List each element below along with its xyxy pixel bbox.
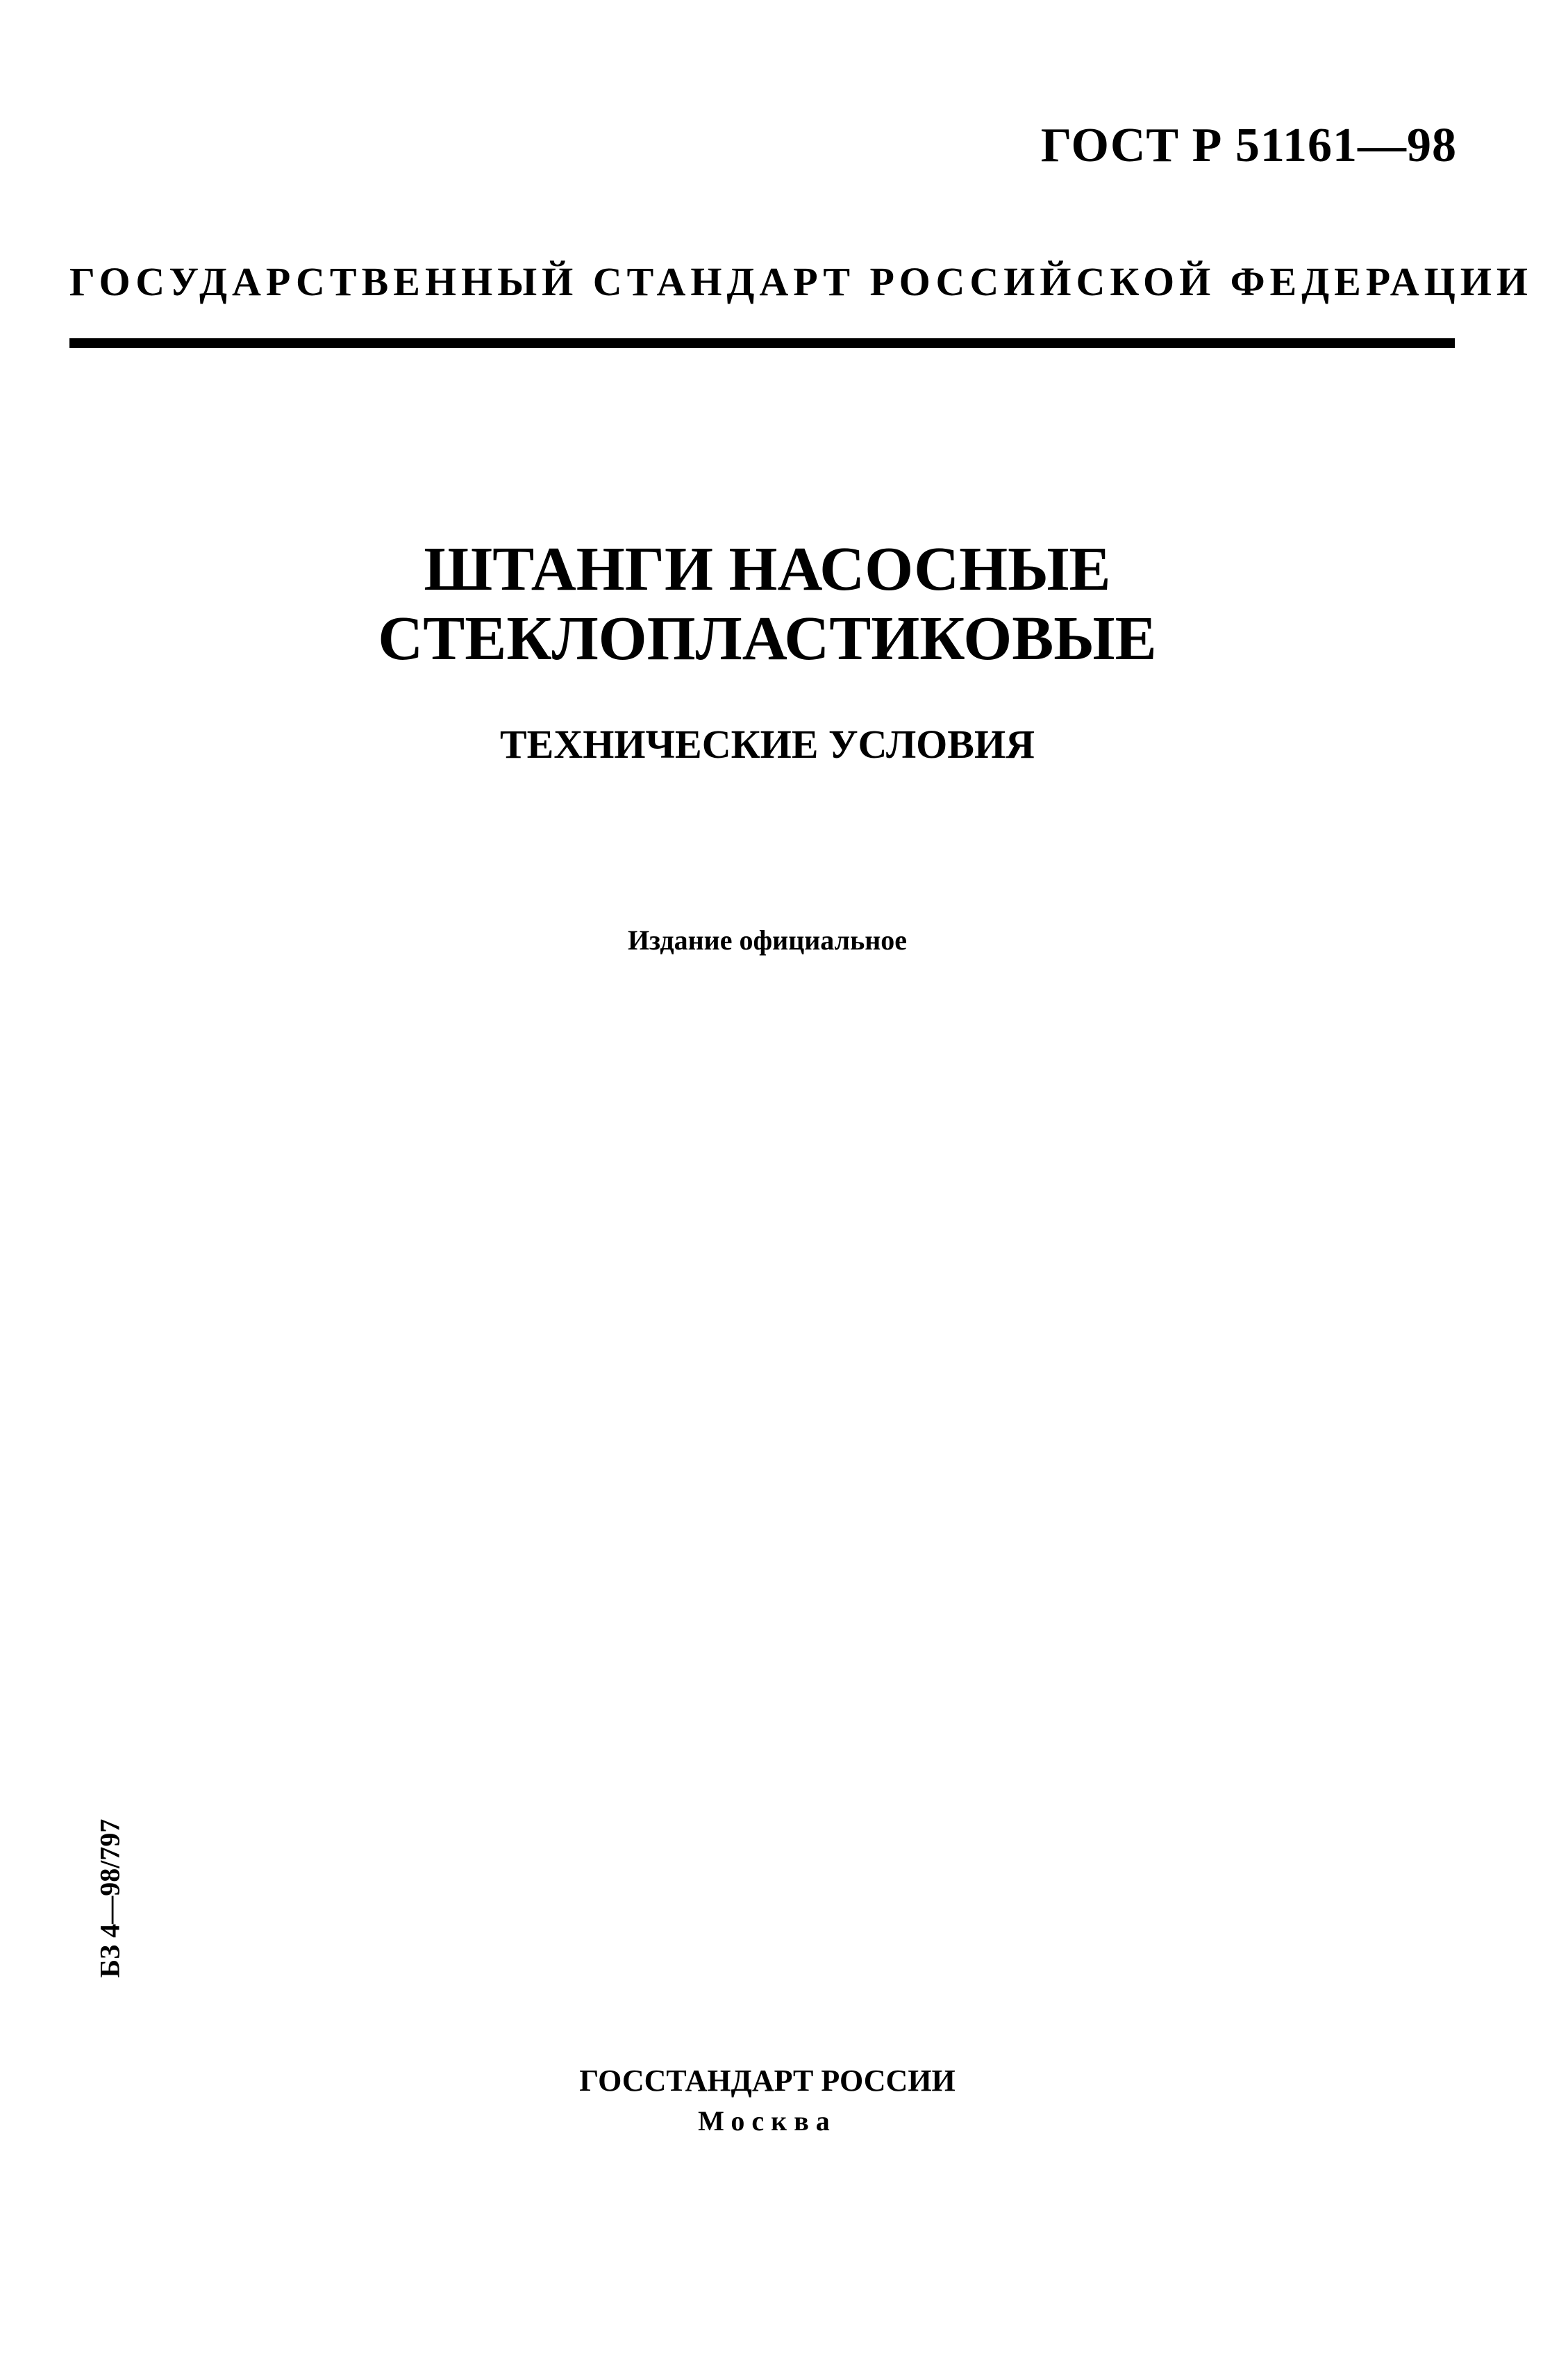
header-rule	[69, 338, 1455, 348]
publisher: ГОССТАНДАРТ РОССИИ	[579, 2064, 956, 2098]
publisher-city: Москва	[698, 2105, 837, 2137]
edition-label: Издание официальное	[627, 924, 908, 956]
document-subtitle: ТЕХНИЧЕСКИЕ УСЛОВИЯ	[499, 722, 1035, 767]
state-standard-header: ГОСУДАРСТВЕННЫЙ СТАНДАРТ РОССИЙСКОЙ ФЕДЕРАЦИИ	[69, 259, 1533, 304]
title-line-2: СТЕКЛОПЛАСТИКОВЫЕ	[378, 604, 1157, 673]
standard-code: ГОСТ Р 51161—98	[1040, 119, 1457, 172]
side-catalog-code: БЗ 4—98/797	[94, 1818, 126, 1978]
document-title	[0, 535, 1535, 674]
title-line-1: ШТАНГИ НАСОСНЫЕ	[424, 535, 1111, 604]
